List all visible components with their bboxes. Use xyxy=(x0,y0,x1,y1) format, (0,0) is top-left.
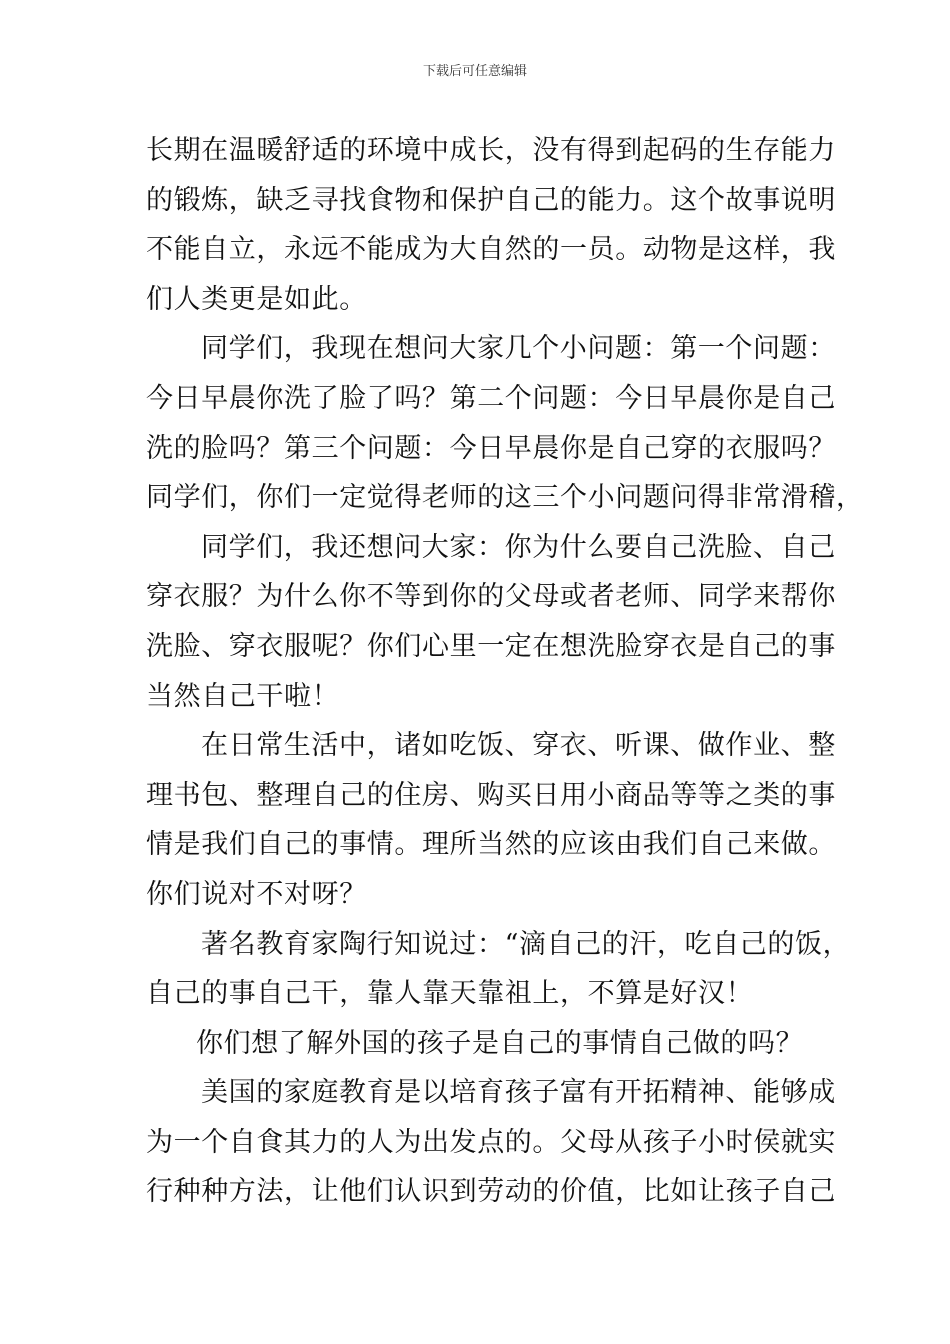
text-line: 今日早晨你洗了脸了吗？第二个问题：今日早晨你是自己 xyxy=(146,382,836,414)
text-line: 你们说对不对呀？ xyxy=(146,878,367,910)
text-line: 洗脸、穿衣服呢？你们心里一定在想洗脸穿衣是自己的事 xyxy=(146,630,836,662)
text-line: 理书包、整理自己的住房、购买日用小商品等等之类的事 xyxy=(146,779,836,811)
text-line: 同学们，我还想问大家：你为什么要自己洗脸、自己 xyxy=(201,531,836,563)
document-body xyxy=(146,126,864,1217)
text-line: 同学们，你们一定觉得老师的这三个小问题问得非常滑稽， xyxy=(146,482,864,514)
text-line: 你们想了解外国的孩子是自己的事情自己做的吗？ xyxy=(196,1027,804,1059)
text-line: 洗的脸吗？第三个问题：今日早晨你是自己穿的衣服吗？ xyxy=(146,432,836,464)
text-line: 当然自己干啦！ xyxy=(146,680,340,712)
text-line: 长期在温暖舒适的环境中成长，没有得到起码的生存能力 xyxy=(146,135,836,166)
text-line: 不能自立，永远不能成为大自然的一员。动物是这样，我 xyxy=(146,234,836,266)
text-line: 同学们，我现在想问大家几个小问题：第一个问题： xyxy=(201,333,836,365)
text-line: 自己的事自己干，靠人靠天靠祖上，不算是好汉！ xyxy=(146,978,754,1010)
text-line: 美国的家庭教育是以培育孩子富有开拓精神、能够成 xyxy=(201,1077,836,1109)
text-line: 为一个自食其力的人为出发点的。父母从孩子小时侯就实 xyxy=(146,1126,836,1158)
text-line: 们人类更是如此。 xyxy=(146,283,367,315)
text-line: 在日常生活中，诸如吃饭、穿衣、听课、做作业、整 xyxy=(201,730,836,762)
text-line: 情是我们自己的事情。理所当然的应该由我们自己来做。 xyxy=(146,829,836,861)
text-line: 穿衣服？为什么你不等到你的父母或者老师、同学来帮你 xyxy=(146,581,836,613)
text-line: 行种种方法，让他们认识到劳动的价值，比如让孩子自己 xyxy=(146,1176,836,1208)
text-line: 的锻炼，缺乏寻找食物和保护自己的能力。这个故事说明 xyxy=(146,184,836,216)
page-header: 下载后可任意编辑 xyxy=(422,64,527,79)
text-line: 著名教育家陶行知说过：“滴自己的汗，吃自己的饭， xyxy=(201,928,851,960)
